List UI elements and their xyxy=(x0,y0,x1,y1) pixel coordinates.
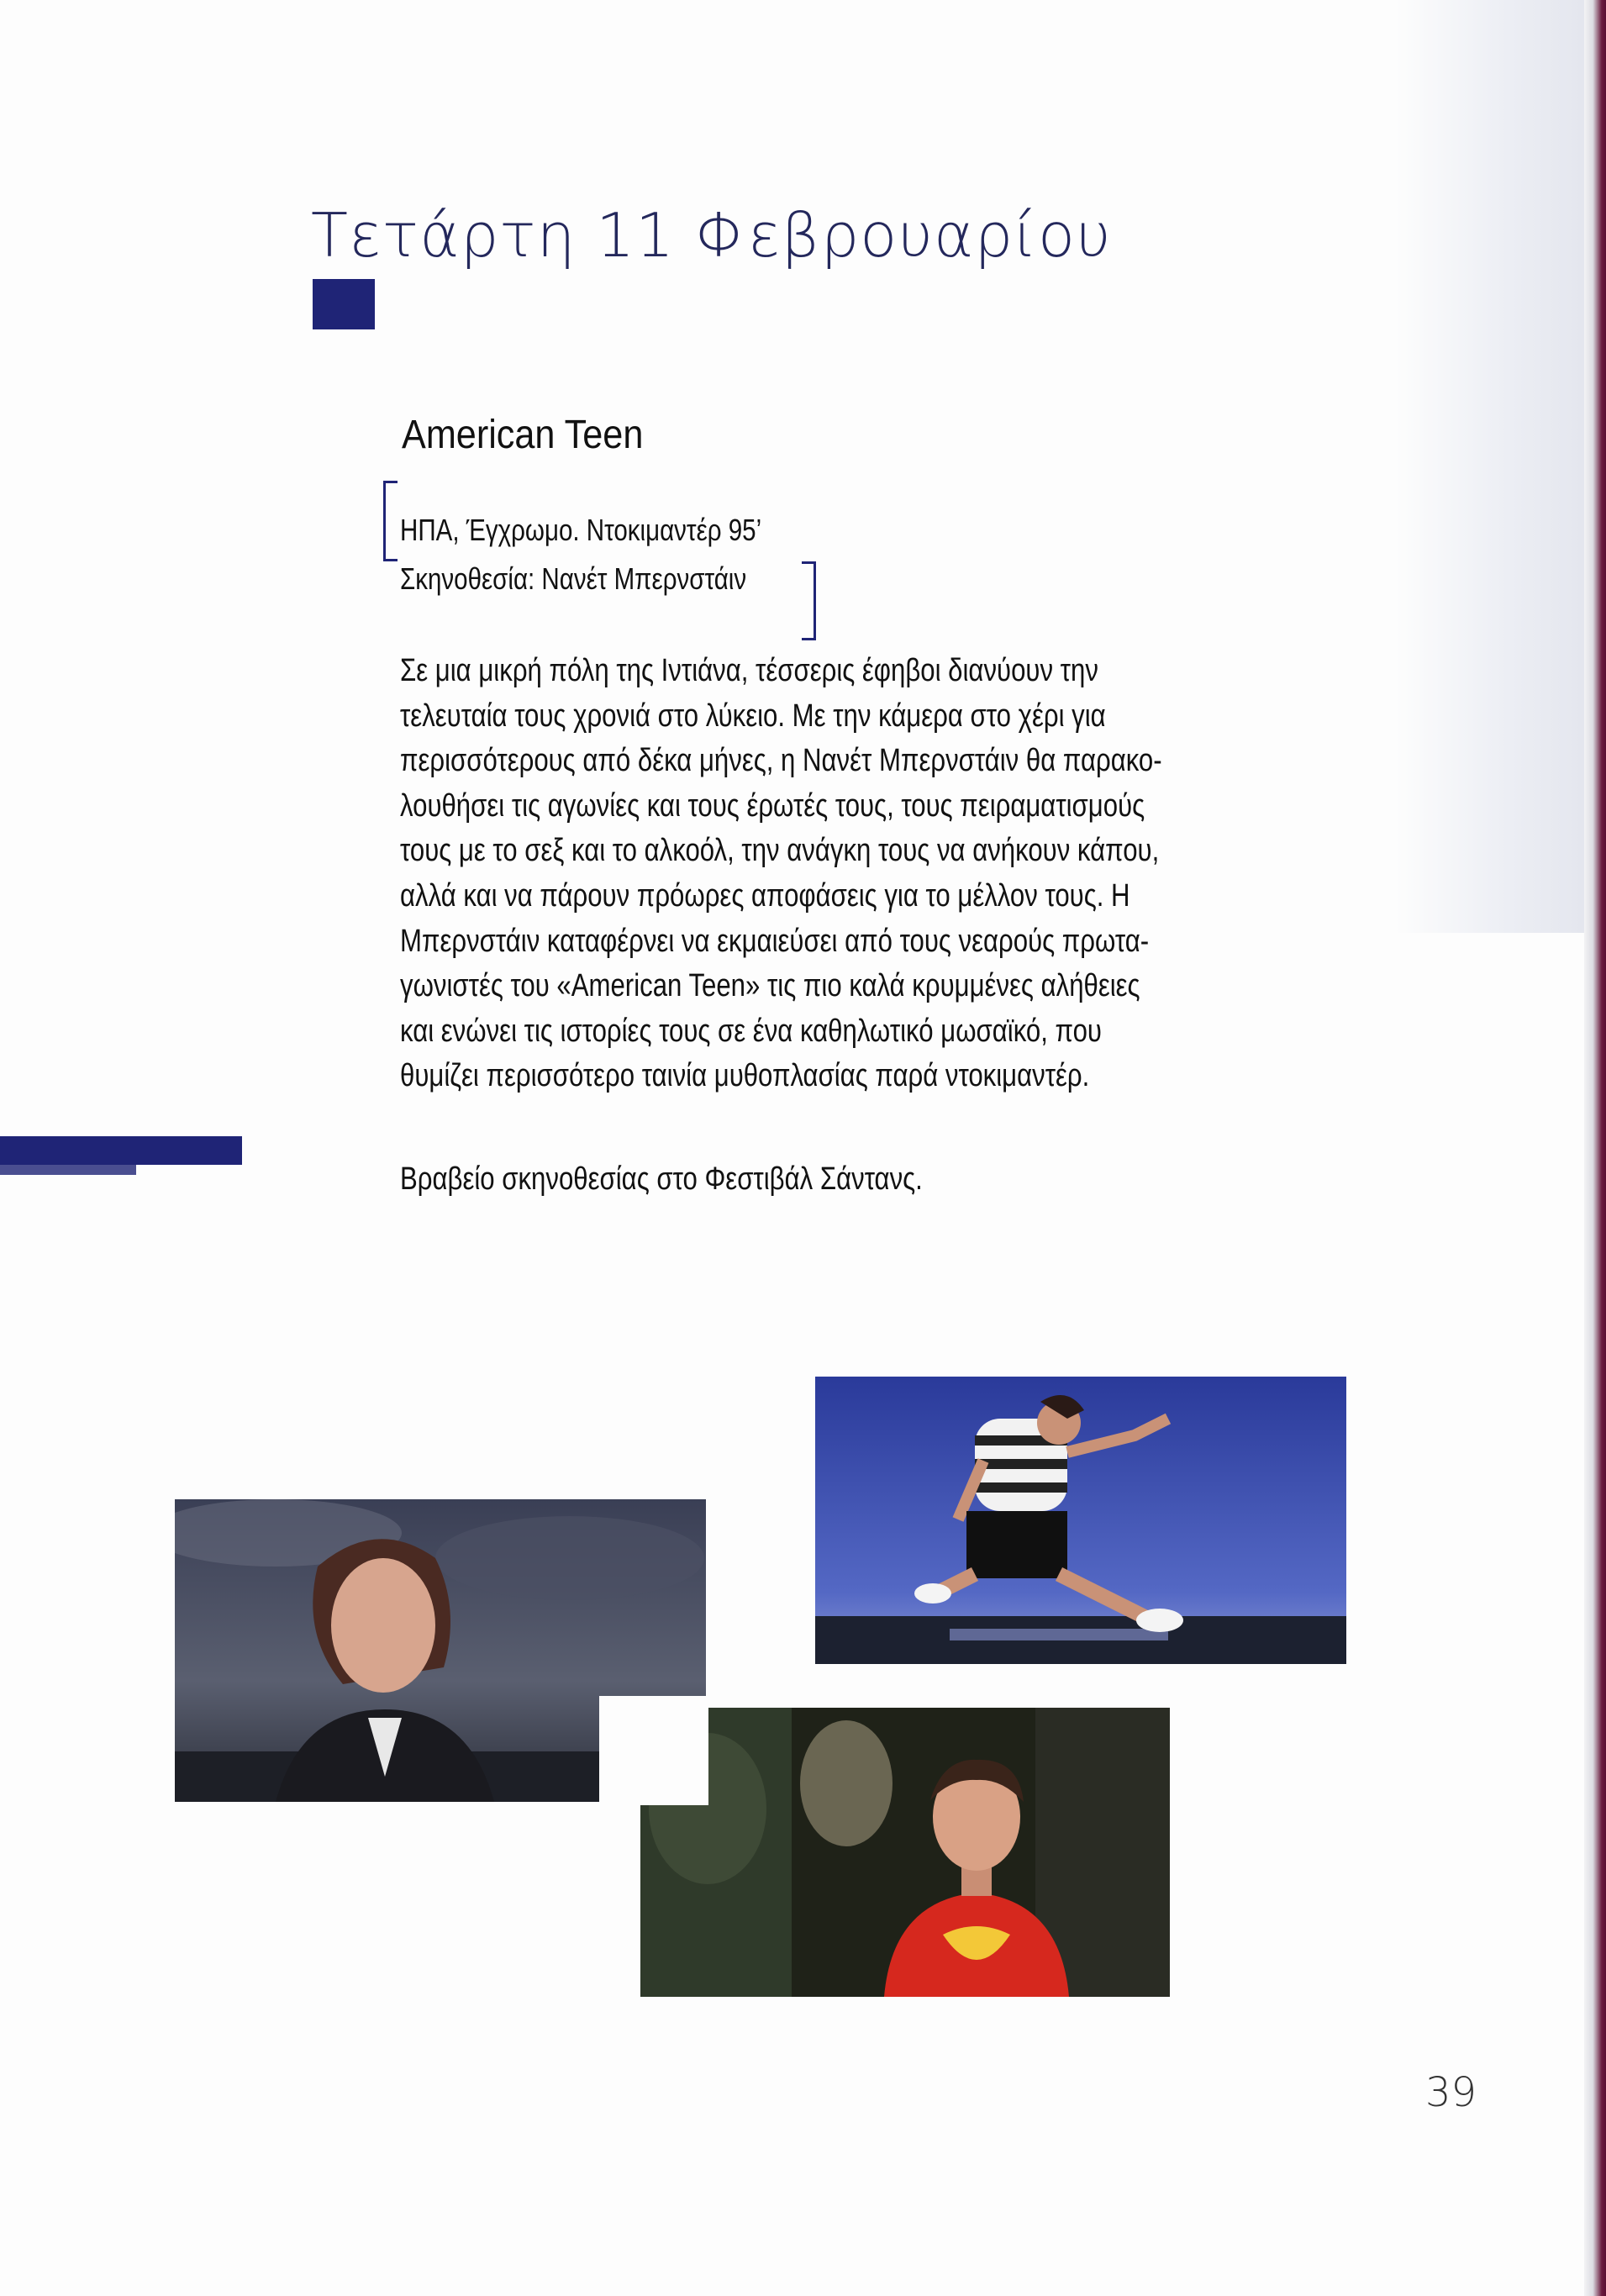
photo-jumping-teen xyxy=(815,1377,1346,1664)
accent-square xyxy=(313,279,375,329)
award-note: Βραβείο σκηνοθεσίας στο Φεστιβάλ Σάντανς. xyxy=(400,1161,923,1197)
date-heading: Τετάρτη 11 Φεβρουαρίου xyxy=(311,200,1112,271)
left-accent-bar xyxy=(0,1136,242,1165)
credits-bracket-open xyxy=(383,481,398,561)
synopsis-line: αλλά και να πάρουν πρόωρες αποφάσεις για το μέλλον τους. Η xyxy=(400,877,1130,914)
synopsis-line: Σε μια μικρή πόλη της Ιντιάνα, τέσσερις έφηβοι διανύουν την xyxy=(400,653,1098,688)
synopsis-line: και ενώνει τις ιστορίες τους σε ένα καθηλωτικό μωσαϊκό, που xyxy=(400,1013,1102,1049)
synopsis-line: περισσότερους από δέκα μήνες, η Νανέτ Μπερνστάιν θα παρακο- xyxy=(400,743,1162,779)
photo-boy-red-shirt xyxy=(640,1708,1170,1997)
film-credits xyxy=(400,506,761,603)
scan-edge-strip xyxy=(1584,0,1606,2296)
scan-edge-shadow xyxy=(1395,0,1584,933)
synopsis-line: τελευταία τους χρονιά στο λύκειο. Με την κάμερα στο χέρι για xyxy=(400,698,1106,734)
synopsis-line: τους με το σεξ και το αλκοόλ, την ανάγκη τους να ανήκουν κάπου, xyxy=(400,833,1160,869)
synopsis-line: λουθήσει τις αγωνίες και τους έρωτές τους, τους πειραματισμούς xyxy=(400,787,1145,824)
synopsis-line: γωνιστές του «American Teen» τις πιο καλά κρυμμένες αλήθειες xyxy=(400,968,1140,1004)
photo-overlap-notch xyxy=(599,1696,708,1805)
credits-bracket-close xyxy=(802,561,816,640)
credits-line-director: Σκηνοθεσία: Νανέτ Μπερνστάιν xyxy=(400,561,747,596)
film-synopsis xyxy=(400,649,1162,1099)
left-accent-bar-shadow xyxy=(0,1165,136,1175)
page-number: 39 xyxy=(1425,2069,1477,2116)
synopsis-line: θυμίζει περισσότερο ταινία μυθοπλασίας παρά ντοκιμαντέρ. xyxy=(400,1058,1090,1094)
film-title: American Teen xyxy=(402,413,644,457)
synopsis-line: Μπερνστάιν καταφέρνει να εκμαιεύσει από τους νεαρούς πρωτα- xyxy=(400,923,1150,959)
credits-line-country: ΗΠΑ, Έγχρωμο. Ντοκιμαντέρ 95’ xyxy=(400,513,762,547)
